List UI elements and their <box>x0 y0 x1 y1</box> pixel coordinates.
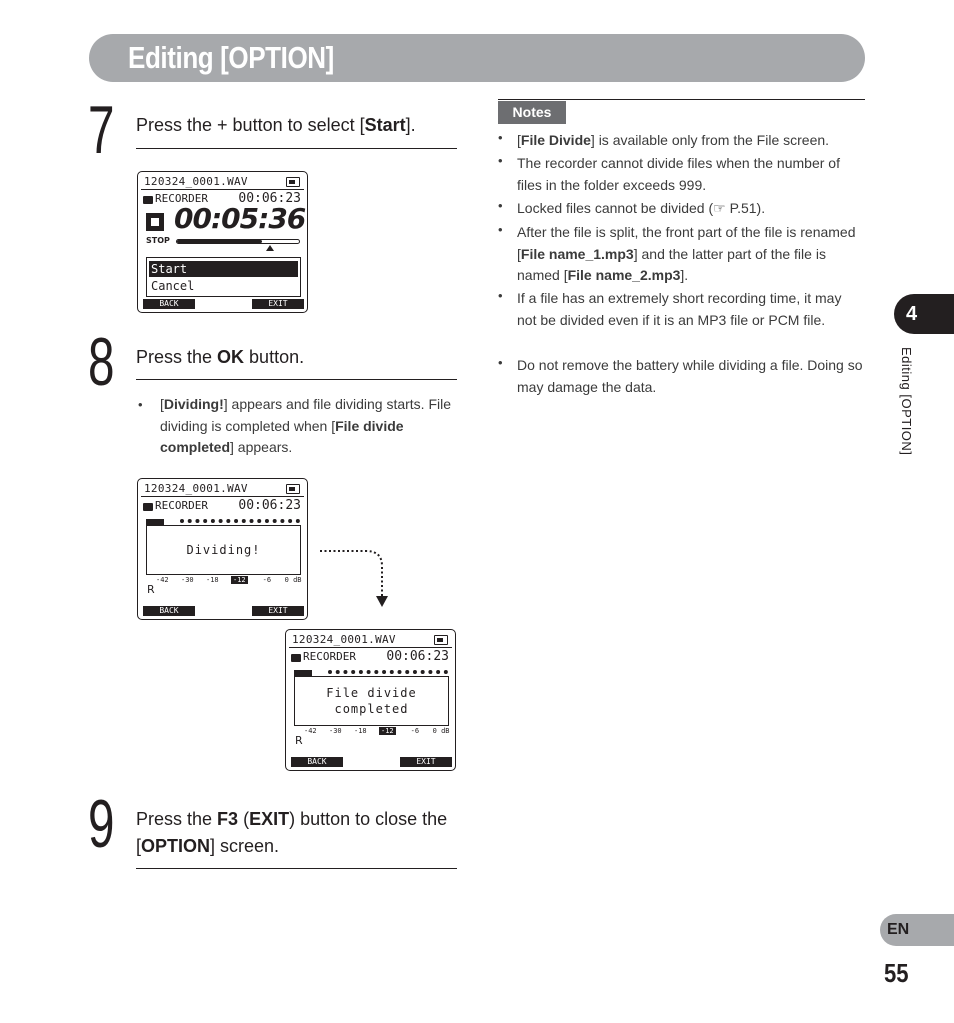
page-title: Editing [OPTION] <box>128 40 334 75</box>
notes-rule <box>498 99 865 100</box>
stop-icon <box>146 213 164 231</box>
level-meter: -42 -30 -18 -12 -6 0 dB <box>156 576 302 584</box>
obscured-time-display <box>294 668 449 676</box>
step-number-7: 7 <box>88 92 115 168</box>
lcd-folder-name: RECORDER <box>155 192 208 205</box>
transition-arrow-icon <box>316 546 396 612</box>
lcd-filename: 120324_0001.WAV <box>292 633 396 646</box>
progress-bar <box>176 239 300 244</box>
battery-icon <box>434 635 448 645</box>
step-8-rule <box>136 379 457 380</box>
lcd-elapsed-time: 00:05:36 <box>174 202 306 235</box>
battery-icon <box>286 177 300 187</box>
folder-icon <box>291 654 301 662</box>
obscured-time-display <box>146 517 301 525</box>
channel-label: R <box>147 583 155 596</box>
notes-label: Notes <box>498 101 566 124</box>
step-7-rule <box>136 148 457 149</box>
lcd-recording-length: 00:06:23 <box>238 498 301 513</box>
step-9-rule <box>136 868 457 869</box>
lcd-recording-length: 00:06:23 <box>238 191 301 206</box>
lcd-filename: 120324_0001.WAV <box>144 482 248 495</box>
side-section-label: Editing [OPTION] <box>899 347 914 456</box>
folder-icon <box>143 503 153 511</box>
lcd-screen-dividing <box>137 478 308 620</box>
lcd-filename: 120324_0001.WAV <box>144 175 248 188</box>
lcd-recording-length: 00:06:23 <box>386 649 449 664</box>
step-8-instruction: Press the OK button. <box>136 347 305 367</box>
lcd-folder-name: RECORDER <box>155 499 208 512</box>
softkey-exit[interactable]: EXIT <box>252 606 304 616</box>
softkey-back[interactable]: BACK <box>291 757 343 767</box>
softkey-back[interactable]: BACK <box>143 606 195 616</box>
lcd-folder-name: RECORDER <box>303 650 356 663</box>
battery-icon <box>286 484 300 494</box>
chapter-tab: 4 <box>894 294 954 334</box>
folder-icon <box>143 196 153 204</box>
step-7-instruction: Press the + button to select [Start]. <box>136 115 416 135</box>
step-8-bullet: [Dividing!] appears and file dividing starts. File dividing is completed when [File divide completed] appears. <box>160 396 452 455</box>
menu-box <box>146 257 301 297</box>
step-number-9: 9 <box>88 786 115 862</box>
softkey-back[interactable]: BACK <box>143 299 195 309</box>
lcd-screen-start-cancel <box>137 171 308 313</box>
lcd-status: STOP <box>146 236 170 245</box>
softkey-exit[interactable]: EXIT <box>252 299 304 309</box>
lcd-screen-completed <box>285 629 456 771</box>
completed-message: File divide completed <box>294 676 449 726</box>
menu-item-cancel[interactable]: Cancel <box>151 279 195 293</box>
dividing-message: Dividing! <box>146 525 301 575</box>
language-tab: EN <box>880 914 954 946</box>
channel-label: R <box>295 734 303 747</box>
position-marker-icon <box>266 245 274 251</box>
page-number: 55 <box>884 958 909 988</box>
softkey-exit[interactable]: EXIT <box>400 757 452 767</box>
step-9-instruction: Press the F3 (EXIT) button to close the [OPTION] screen. <box>136 809 448 856</box>
menu-item-start[interactable]: Start <box>149 261 298 277</box>
level-meter: -42 -30 -18 -12 -6 0 dB <box>304 727 450 735</box>
progress-bar-fill <box>177 240 262 243</box>
step-number-8: 8 <box>88 324 115 400</box>
